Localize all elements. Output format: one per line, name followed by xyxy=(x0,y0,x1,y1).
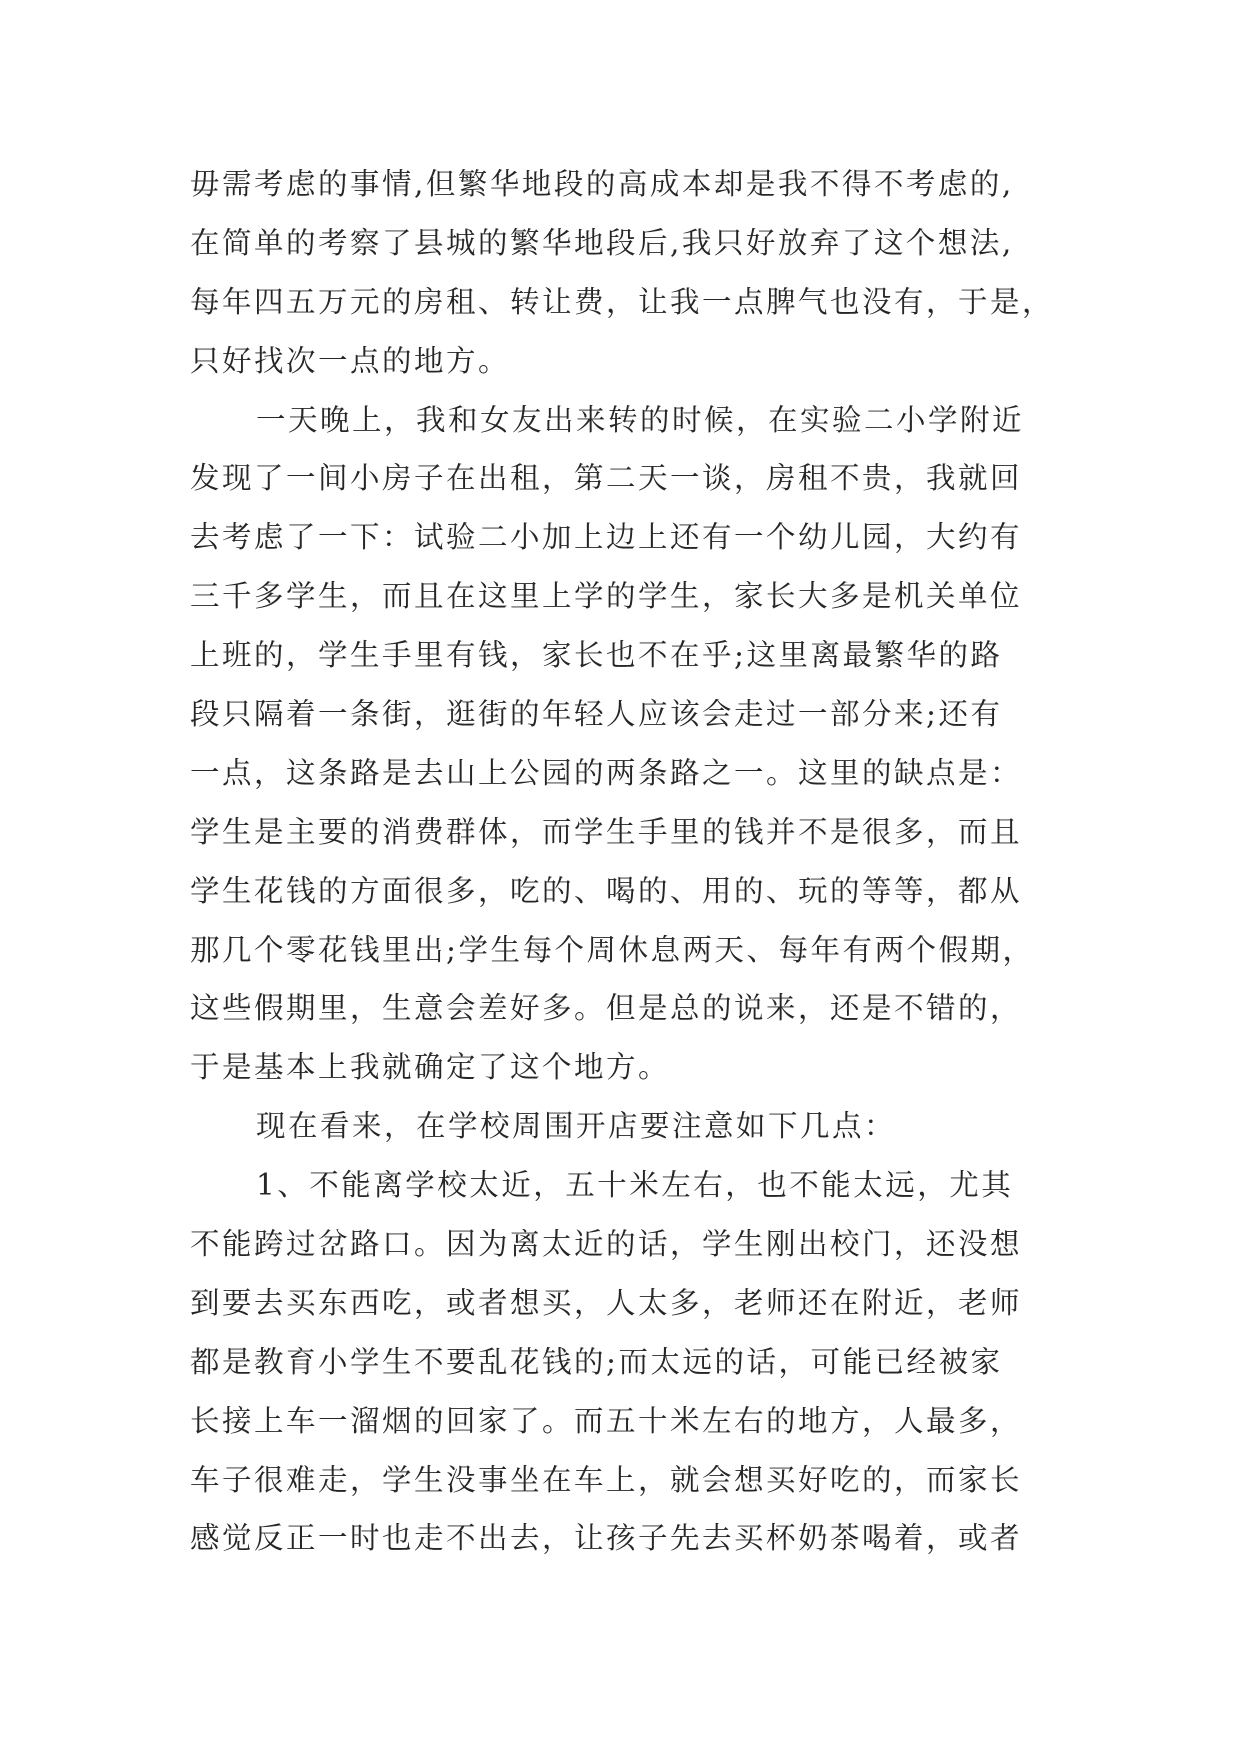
text-line: 去考虑了一下：试验二小加上边上还有一个幼儿园，大约有 xyxy=(190,520,1023,555)
text-line: 在简单的考察了县城的繁华地段后,我只好放弃了这个想法, xyxy=(190,225,1014,260)
text-line: 车子很难走，学生没事坐在车上，就会想买好吃的，而家长 xyxy=(190,1462,1023,1497)
paragraph-first-line: 1、不能离学校太近，五十米左右，也不能太远，尤其 xyxy=(256,1168,1014,1203)
text-line: 长接上车一溜烟的回家了。而五十米左右的地方，人最多， xyxy=(190,1403,1023,1438)
text-line: 一点，这条路是去山上公园的两条路之一。这里的缺点是： xyxy=(190,755,1023,790)
paragraph-first-line: 现在看来，在学校周围开店要注意如下几点： xyxy=(256,1109,897,1144)
text-line: 毋需考虑的事情,但繁华地段的高成本却是我不得不考虑的, xyxy=(190,167,1014,201)
text-line: 这些假期里，生意会差好多。但是总的说来，还是不错的， xyxy=(190,991,1023,1026)
text-line: 三千多学生，而且在这里上学的学生，家长大多是机关单位 xyxy=(190,579,1023,614)
text-line: 都是教育小学生不要乱花钱的;而太远的话，可能已经被家 xyxy=(190,1344,1003,1379)
text-line: 发现了一间小房子在出租，第二天一谈，房租不贵，我就回 xyxy=(190,461,1023,496)
text-line: 每年四五万元的房租、转让费，让我一点脾气也没有，于是， xyxy=(190,284,1055,319)
text-line: 上班的，学生手里有钱，家长也不在乎;这里离最繁华的路 xyxy=(190,638,1003,673)
paragraph-first-line: 一天晚上，我和女友出来转的时候，在实验二小学附近 xyxy=(256,402,1025,437)
text-line: 不能跨过岔路口。因为离太近的话，学生刚出校门，还没想 xyxy=(190,1227,1023,1262)
text-line: 只好找次一点的地方。 xyxy=(190,343,511,378)
text-line: 感觉反正一时也走不出去，让孩子先去买杯奶茶喝着，或者 xyxy=(190,1521,1023,1556)
text-line: 学生是主要的消费群体，而学生手里的钱并不是很多，而且 xyxy=(190,814,1023,849)
text-line: 学生花钱的方面很多，吃的、喝的、用的、玩的等等，都从 xyxy=(190,873,1023,908)
text-line: 于是基本上我就确定了这个地方。 xyxy=(190,1050,671,1085)
body-text xyxy=(190,155,1090,1568)
text-line: 到要去买东西吃，或者想买，人太多，老师还在附近，老师 xyxy=(190,1285,1023,1320)
text-line: 段只隔着一条街，逛街的年轻人应该会走过一部分来;还有 xyxy=(190,697,1003,732)
text-line: 那几个零花钱里出;学生每个周休息两天、每年有两个假期， xyxy=(190,932,1035,967)
